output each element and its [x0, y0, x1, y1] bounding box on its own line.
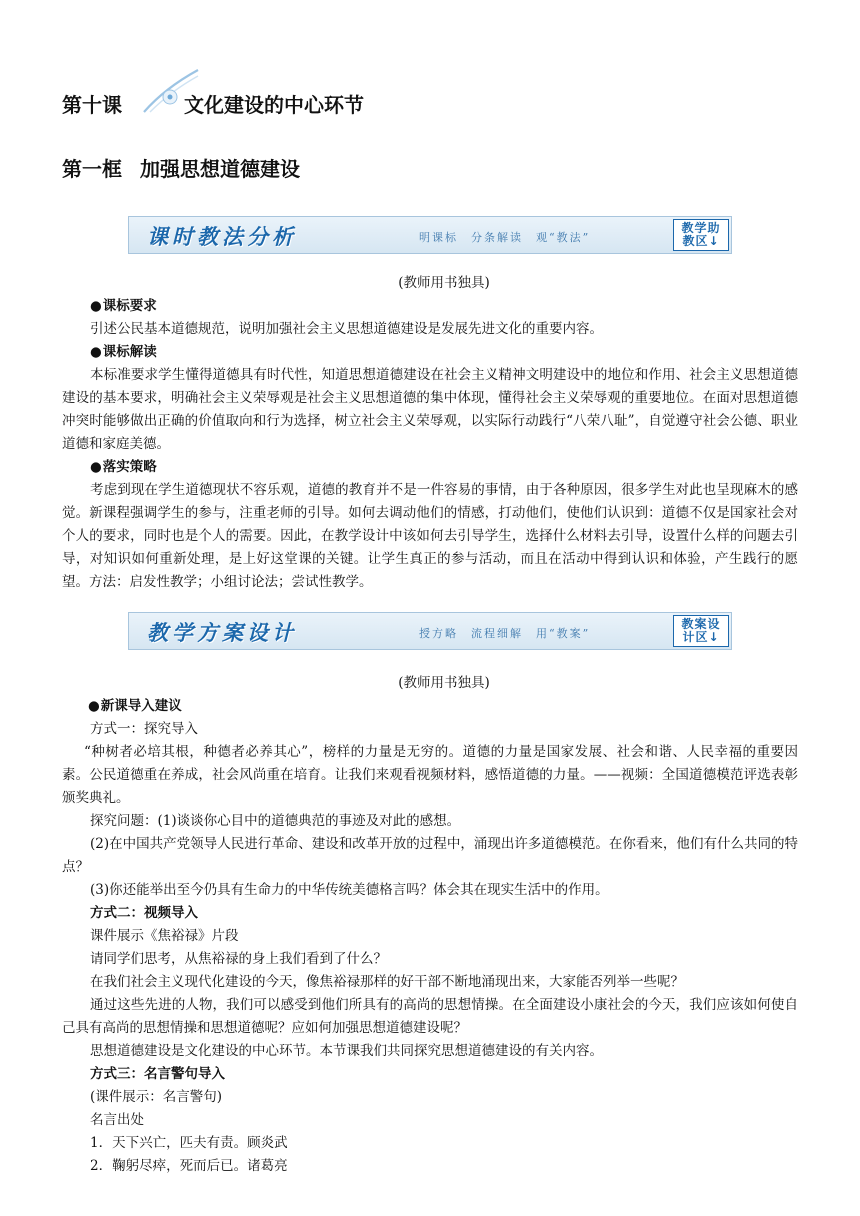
method-2-paragraph-3: 在我们社会主义现代化建设的今天，像焦裕禄那样的好干部不断地涌现出来，大家能否列举一些呢？ [90, 974, 684, 990]
lesson-plan-section [62, 672, 798, 1178]
lesson-number: 第十课 [62, 93, 122, 117]
method-3-paragraph-2: 名言出处 [90, 1112, 144, 1128]
banner-lesson-plan [128, 612, 732, 650]
paragraph-curriculum-requirement: 引述公民基本道德规范，说明加强社会主义思想道德建设是发展先进文化的重要内容。 [90, 321, 603, 337]
banner-title: 课时教法分析 [147, 224, 297, 249]
method-1-paragraph: “种树者必培其根，种德者必养其心”，榜样的力量是无穷的。道德的力量是国家发展、社会和谐、人民幸福的重要因素。公民道德重在养成，社会风尚重在培育。让我们来观看视频材料，感悟道德的力量。——视频：全国道德模范评选表彰颁奖典礼。 [62, 744, 798, 806]
method-3-title: 方式三：名言警句导入 [90, 1066, 225, 1082]
banner-tag [673, 615, 729, 647]
list-item: 1．天下兴亡，匹夫有责。顾炎武 [90, 1135, 288, 1151]
banner-tag-text: 教学助教区↓ [681, 221, 721, 248]
method-3-paragraph-1: (课件展示：名言警句) [90, 1089, 223, 1105]
question-1: 探究问题：(1)谈谈你心目中的道德典范的事迹及对此的感想。 [90, 813, 461, 829]
question-2: (2)在中国共产党领导人民进行革命、建设和改革开放的过程中，涌现出许多道德模范。在你看来，他们有什么共同的特点？ [62, 836, 798, 875]
list-item: 2．鞠躬尽瘁，死而后已。诸葛亮 [90, 1158, 288, 1174]
heading-curriculum-interpretation: ● 课标解读 [62, 341, 798, 364]
method-2-paragraph-1: 课件展示《焦裕禄》片段 [90, 928, 239, 944]
banner-title: 教学方案设计 [147, 620, 297, 645]
banner-teaching-analysis [128, 216, 732, 254]
method-2-title: 方式二：视频导入 [90, 905, 198, 921]
method-2-paragraph-4: 通过这些先进的人物，我们可以感受到他们所具有的高尚的思想情操。在全面建设小康社会的今天，我们应该如何使自己具有高尚的思想情操和思想道德呢？应如何加强思想道德建设呢？ [62, 997, 798, 1036]
lesson-name: 文化建设的中心环节 [184, 93, 364, 117]
teaching-analysis-section [62, 272, 798, 594]
method-2-paragraph-5: 思想道德建设是文化建设的中心环节。本节课我们共同探究思想道德建设的有关内容。 [90, 1043, 603, 1059]
question-3: (3)你还能举出至今仍具有生命力的中华传统美德格言吗？体会其在现实生活中的作用。 [90, 882, 609, 898]
heading-curriculum-requirement: ● 课标要求 [62, 295, 798, 318]
paragraph-curriculum-interpretation: 本标准要求学生懂得道德具有时代性，知道思想道德建设在社会主义精神文明建设中的地位和作用、社会主义思想道德建设的基本要求，明确社会主义荣辱观是社会主义思想道德的集中体现，懂得社会主义荣辱观的重要地位。在面对思想道德冲突时能够做出正确的价值取向和行为选择，树立社会主义荣辱观，以实际行动践行“八荣八耻”，自觉遵守社会公德、职业道德和家庭美德。 [62, 367, 798, 452]
heading-lesson-intro: ● 新课导入建议 [88, 695, 798, 718]
banner-subtitle: 明课标 分条解读 观“教法” [419, 231, 591, 244]
teacher-note: (教师用书独具) [398, 275, 490, 291]
banner-tag [673, 219, 729, 251]
banner-subtitle: 授方略 流程细解 用“教案” [419, 627, 591, 640]
heading-implementation-strategy: ● 落实策略 [62, 456, 798, 479]
section-title [62, 152, 300, 186]
section-number: 第一框 [62, 157, 122, 181]
method-1-title: 方式一：探究导入 [90, 721, 198, 737]
teacher-note: (教师用书独具) [398, 675, 490, 691]
section-name: 加强思想道德建设 [140, 157, 300, 181]
paragraph-implementation-strategy: 考虑到现在学生道德现状不容乐观，道德的教育并不是一件容易的事情，由于各种原因，很多学生对此也呈现麻木的感觉。新课程强调学生的参与，注重老师的引导。如何去调动他们的情感，打动他们，使他们认识到：道德不仅是国家社会对个人的要求，同时也是个人的需要。因此，在教学设计中该如何去引导学生，选择什么材料去引导，设置什么样的问题去引导，对知识如何重新处理，是上好这堂课的关键。让学生真正的参与活动，而且在活动中得到认识和体验，产生践行的愿望。方法：启发性教学；小组讨论法；尝试性教学。 [62, 482, 798, 590]
method-2-paragraph-2: 请同学们思考，从焦裕禄的身上我们看到了什么？ [90, 951, 387, 967]
banner-tag-text: 教案设计区↓ [681, 617, 721, 644]
